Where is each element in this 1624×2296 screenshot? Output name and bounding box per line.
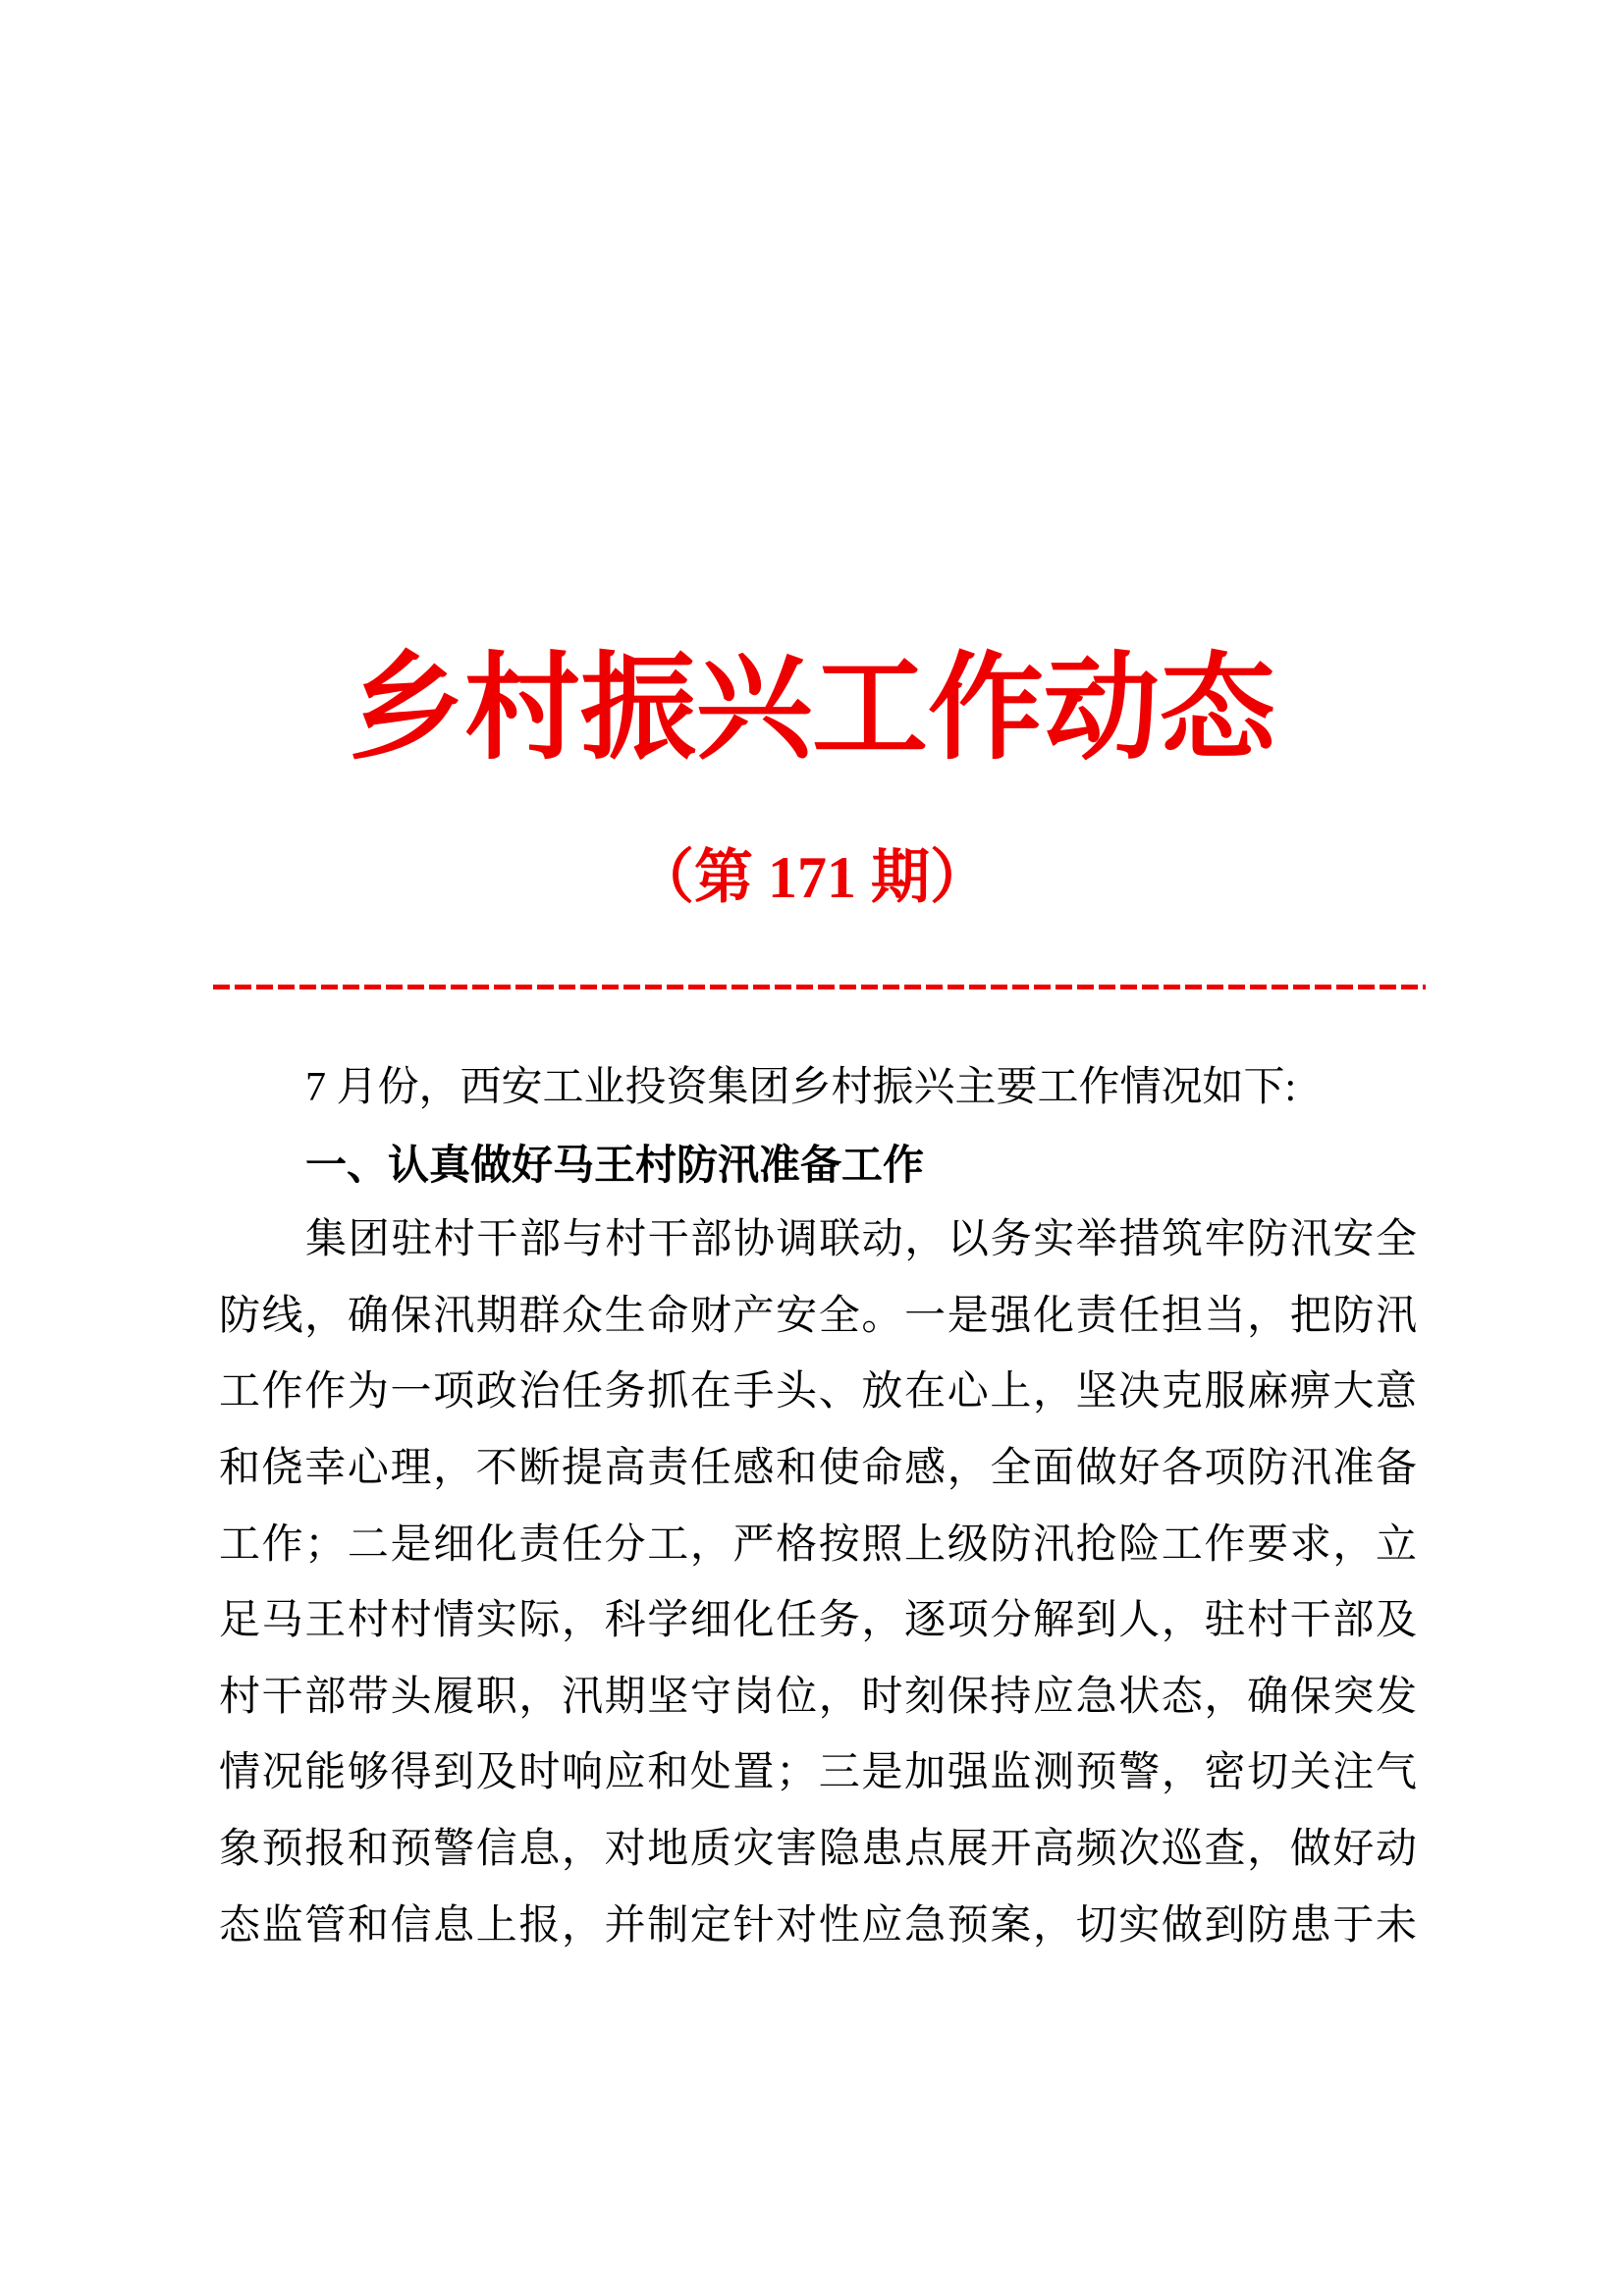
- body-line: 集团驻村干部与村干部协调联动，以务实举措筑牢防汛安全: [305, 1217, 1417, 1263]
- body-line: 足马王村村情实际，科学细化任务，逐项分解到人，驻村干部及: [219, 1598, 1417, 1644]
- intro-line: 7 月份，西安工业投资集团乡村振兴主要工作情况如下:: [305, 1065, 1297, 1110]
- body-line: 工作作为一项政治任务抓在手头、放在心上，坚决克服麻痹大意: [219, 1369, 1417, 1415]
- body-line: 态监管和信息上报，并制定针对性应急预案，切实做到防患于未: [219, 1902, 1417, 1949]
- body-line: 防线，确保汛期群众生命财产安全。一是强化责任担当，把防汛: [219, 1293, 1417, 1339]
- body-line: 情况能够得到及时响应和处置；三是加强监测预警，密切关注气: [219, 1750, 1417, 1796]
- body-line: 象预报和预警信息，对地质灾害隐患点展开高频次巡查，做好动: [219, 1826, 1417, 1872]
- body-line: 工作；二是细化责任分工，严格按照上级防汛抢险工作要求，立: [219, 1522, 1417, 1568]
- body-line: 和侥幸心理，不断提高责任感和使命感，全面做好各项防汛准备: [219, 1445, 1417, 1491]
- body-content: [219, 1050, 1417, 1964]
- bulletin-title: 乡村振兴工作动态: [348, 645, 1275, 774]
- issue-number: （第 171 期）: [635, 845, 989, 910]
- red-dashed-divider: [213, 985, 1426, 989]
- section-one-heading: 一、认真做好马王村防汛准备工作: [305, 1141, 925, 1188]
- body-line: 村干部带头履职，汛期坚守岗位，时刻保持应急状态，确保突发: [219, 1674, 1417, 1720]
